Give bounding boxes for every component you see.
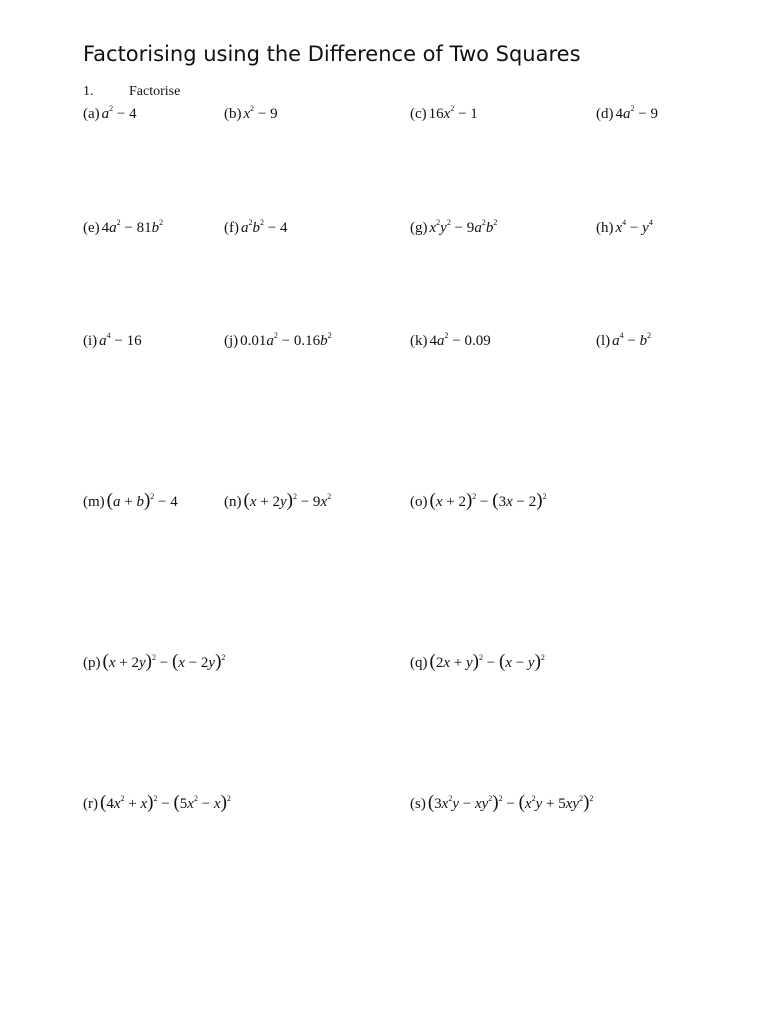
problem-expression: $a^2b^2 - 4$: [241, 218, 288, 236]
problem-label: (m): [83, 494, 105, 510]
problem-expression: $(2x + y)^2 - (x - y)^2$: [429, 651, 545, 672]
problem-c: [410, 104, 478, 124]
problem-label: (j): [224, 333, 239, 349]
problem-expression: $(x + 2y)^2 - (x - 2y)^2$: [102, 651, 226, 672]
problem-j: [224, 331, 332, 351]
problem-h: [596, 218, 653, 238]
problem-expression: $x^2y^2 - 9a^2b^2$: [429, 218, 498, 236]
problem-a: [83, 104, 137, 124]
problem-expression: $16x^2 - 1$: [428, 104, 478, 122]
problem-label: (a): [83, 106, 100, 122]
problem-m: [83, 492, 178, 512]
problem-label: (f): [224, 220, 239, 236]
problem-expression: $(3x^2y - xy^2)^2 - (x^2y + 5xy^2)^2$: [427, 792, 594, 813]
problem-expression: $4a^2 - 0.09$: [429, 331, 491, 349]
problem-e: [83, 218, 163, 238]
problem-s: [410, 794, 593, 814]
question-number: 1.: [83, 84, 94, 99]
problem-label: (s): [410, 796, 426, 812]
problem-label: (b): [224, 106, 242, 122]
problem-expression: $(x + 2)^2 - (3x - 2)^2$: [429, 490, 547, 511]
problem-label: (r): [83, 796, 98, 812]
problem-r: [83, 794, 231, 814]
problem-label: (d): [596, 106, 614, 122]
problem-label: (o): [410, 494, 428, 510]
problem-expression: $0.01a^2 - 0.16b^2$: [240, 331, 332, 349]
problem-label: (i): [83, 333, 98, 349]
problem-label: (h): [596, 220, 614, 236]
problem-label: (c): [410, 106, 427, 122]
problem-expression: $4a^2 - 81b^2$: [101, 218, 164, 236]
problem-label: (p): [83, 655, 101, 671]
problem-label: (n): [224, 494, 242, 510]
problem-expression: $a^4 - b^2$: [612, 331, 652, 349]
problem-b: [224, 104, 278, 124]
problem-d: [596, 104, 658, 124]
problem-expression: $4a^2 - 9$: [615, 104, 658, 122]
problem-expression: $a^4 - 16$: [99, 331, 142, 349]
problem-g: [410, 218, 497, 238]
problem-f: [224, 218, 287, 238]
problem-label: (k): [410, 333, 428, 349]
problem-expression: $(x + 2y)^2 - 9x^2$: [243, 490, 332, 511]
problem-l: [596, 331, 651, 351]
problem-o: [410, 492, 547, 512]
problem-expression: $a^2 - 4$: [101, 104, 137, 122]
problem-expression: $x^4 - y^4$: [615, 218, 653, 236]
problem-q: [410, 653, 545, 673]
problem-label: (g): [410, 220, 428, 236]
question-instruction: Factorise: [129, 84, 181, 99]
problem-label: (q): [410, 655, 428, 671]
problem-expression: $(4x^2 + x)^2 - (5x^2 - x)^2$: [100, 792, 231, 813]
problem-expression: $x^2 - 9$: [243, 104, 278, 122]
problem-n: [224, 492, 331, 512]
problem-label: (l): [596, 333, 611, 349]
problem-i: [83, 331, 142, 351]
problem-label: (e): [83, 220, 100, 236]
problem-k: [410, 331, 491, 351]
problem-p: [83, 653, 225, 673]
page-title: Factorising using the Difference of Two Squares: [83, 42, 581, 66]
problem-expression: $(a + b)^2 - 4$: [106, 490, 178, 511]
